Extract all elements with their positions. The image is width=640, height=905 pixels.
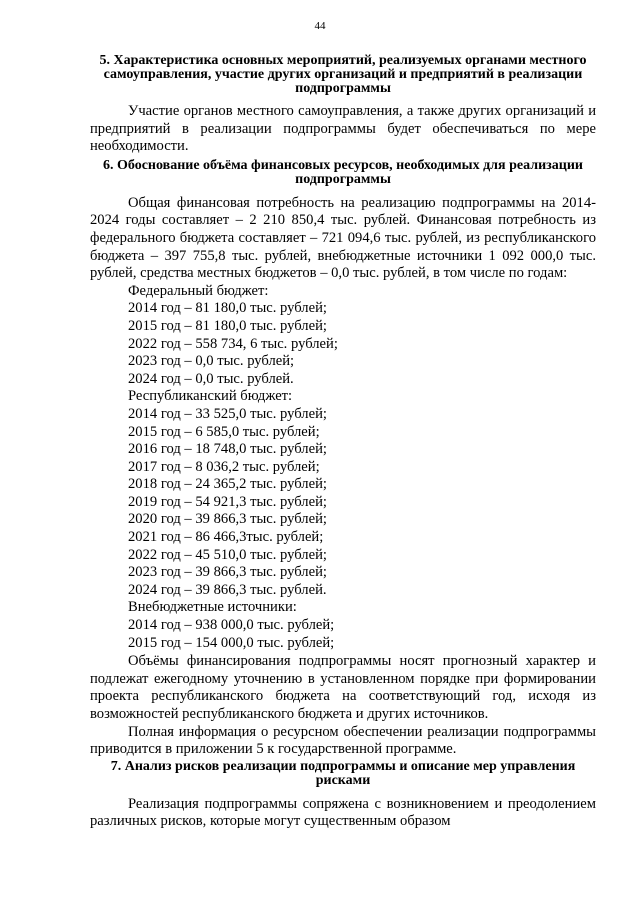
federal-budget-list	[90, 300, 596, 388]
federal-budget-item: 2015 год – 81 180,0 тыс. рублей;	[128, 317, 327, 334]
section-7-paragraph: Реализация подпрограммы сопряжена с возникновением и преодолением различных рисков, которые могут существенным образом	[90, 795, 596, 830]
republic-budget-list	[90, 406, 596, 600]
republic-budget-item: 2024 год – 39 866,3 тыс. рублей.	[128, 581, 327, 598]
extrabudget-item: 2015 год – 154 000,0 тыс. рублей;	[128, 634, 335, 651]
republic-budget-item: 2021 год – 86 466,3тыс. рублей;	[128, 529, 324, 546]
federal-budget-item: 2014 год – 81 180,0 тыс. рублей;	[128, 300, 327, 317]
republic-budget-item: 2023 год – 39 866,3 тыс. рублей;	[128, 564, 327, 581]
federal-budget-item: 2024 год – 0,0 тыс. рублей.	[128, 370, 294, 387]
republic-budget-item: 2015 год – 6 585,0 тыс. рублей;	[128, 423, 320, 440]
republic-budget-heading: Республиканский бюджет:	[128, 388, 293, 405]
federal-budget-item: 2022 год – 558 734, 6 тыс. рублей;	[128, 335, 338, 352]
section-7-title: 7. Анализ рисков реализации подпрограммы и описание мер управления рисками	[110, 758, 576, 788]
extrabudget-heading: Внебюджетные источники:	[128, 599, 297, 616]
section-6-title: 6. Обоснование объёма финансовых ресурсов, необходимых для реализации подпрограммы	[103, 157, 583, 187]
page-number: 44	[314, 20, 326, 32]
republic-budget-item: 2019 год – 54 921,3 тыс. рублей;	[128, 493, 327, 510]
federal-budget-heading: Федеральный бюджет:	[128, 282, 269, 299]
republic-budget-item: 2016 год – 18 748,0 тыс. рублей;	[128, 441, 327, 458]
resource-info-paragraph: Полная информация о ресурсном обеспечении реализации подпрограммы приводится в приложении 5 к государственной программе.	[90, 723, 596, 758]
republic-budget-item: 2018 год – 24 365,2 тыс. рублей;	[128, 476, 327, 493]
extrabudget-item: 2014 год – 938 000,0 тыс. рублей;	[128, 617, 335, 634]
financing-note-paragraph: Объёмы финансирования подпрограммы носят прогнозный характер и подлежат ежегодному уточнению в установленном порядке при формировании проекта республиканского бюджета на соответствующий год, исходя из возможностей республиканского бюджета и других источников.	[90, 653, 596, 722]
section-5-title: 5. Характеристика основных мероприятий, реализуемых органами местного самоуправления, участие других организаций и предприятий в реализации подпрограммы	[99, 53, 587, 96]
federal-budget-item: 2023 год – 0,0 тыс. рублей;	[128, 353, 295, 370]
republic-budget-item: 2022 год – 45 510,0 тыс. рублей;	[128, 546, 327, 563]
section-5-paragraph: Участие органов местного самоуправления, а также других организаций и предприятий в реализации подпрограммы будет обеспечиваться по мере необходимости.	[90, 103, 596, 155]
section-6-intro-paragraph: Общая финансовая потребность на реализацию подпрограммы на 2014-2024 годы составляет – 2 210 850,4 тыс. рублей. Финансовая потребность из федерального бюджета составляет – 721 094,6 тыс. рублей, из республиканского бюджета – 397 755,8 тыс. рублей, внебюджетные источники 1 092 000,0 тыс. рублей, средства местных бюджетов – 0,0 тыс. рублей, в том числе по годам:	[90, 194, 596, 282]
document-body	[90, 52, 596, 831]
republic-budget-item: 2014 год – 33 525,0 тыс. рублей;	[128, 405, 327, 422]
republic-budget-item: 2020 год – 39 866,3 тыс. рублей;	[128, 511, 327, 528]
extrabudget-list	[90, 617, 596, 652]
republic-budget-item: 2017 год – 8 036,2 тыс. рублей;	[128, 458, 320, 475]
